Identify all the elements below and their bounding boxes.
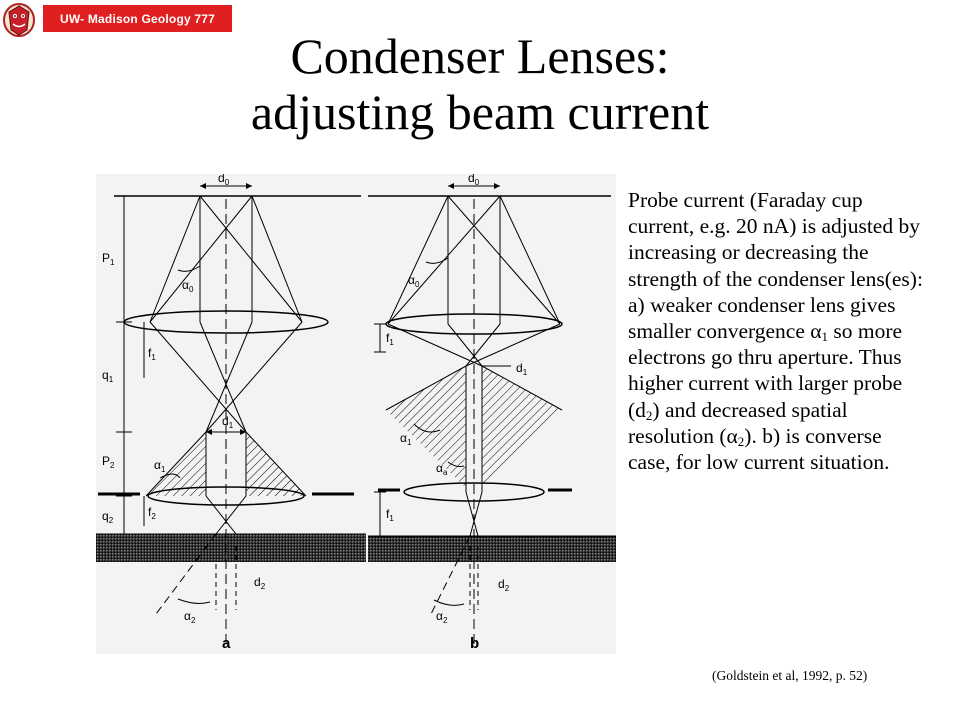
specimen-a (96, 534, 366, 562)
label-d1-b: $d_1$ (516, 361, 528, 377)
desc-alpha-1-sub: 1 (821, 329, 829, 345)
label-alpha1-b: $\alpha_1$ (400, 431, 412, 447)
panel-label-b: b (470, 635, 480, 652)
label-p1-a: $P_1$ (102, 251, 115, 267)
citation: (Goldstein et al, 1992, p. 52) (712, 668, 868, 683)
label-alpha-a-b: $\alpha_a$ (436, 461, 448, 477)
label-d0-a: $d_0$ (218, 174, 230, 187)
specimen-b (368, 536, 616, 562)
label-alpha0-b: $\alpha_0$ (408, 273, 420, 289)
label-f1-b: $f_1$ (386, 331, 394, 347)
label-alpha2-b: $\alpha_2$ (436, 609, 448, 625)
desc-part-1: Probe current (Faraday cup current, e.g. 20 nA) is adjusted by increasing or decreasing the strength of the condenser lens(es): a) weaker condenser lens gives smaller convergence (628, 188, 923, 344)
label-d0-b: $d_0$ (468, 174, 480, 187)
course-badge: UW- Madison Geology 777 (43, 5, 232, 32)
desc-part-4: ). b) is converse case, for low current situation. (628, 423, 890, 475)
label-f2-a: $f_2$ (148, 505, 156, 521)
label-alpha2-a: $\alpha_2$ (184, 609, 196, 625)
label-q2-a: $q_2$ (102, 509, 114, 525)
desc-alpha-2-sub: 2 (737, 433, 745, 449)
label-alpha0-a: $\alpha_0$ (182, 278, 194, 294)
label-f1-lower-b: $f_1$ (386, 507, 394, 523)
desc-alpha-1: α (810, 319, 822, 344)
desc-d2-sub: 2 (645, 407, 653, 423)
label-q1-a: $q_1$ (102, 368, 114, 384)
desc-part-3: ) and decreased spatial resolution ( (628, 397, 848, 448)
label-d1-a: $d_1$ (222, 414, 234, 430)
label-d2-b: $d_2$ (498, 577, 510, 593)
desc-part-2: so more electrons go thru aperture. Thus higher current with larger probe (d (628, 319, 903, 422)
description-text (628, 187, 928, 475)
label-d2-a: $d_2$ (254, 575, 266, 591)
label-p2-a: $P_2$ (102, 454, 115, 470)
label-f1-a: $f_1$ (148, 346, 156, 362)
condenser-lens-diagram (96, 174, 616, 654)
title-line-1: Condenser Lenses: (290, 28, 670, 84)
desc-alpha-2: α (726, 423, 738, 448)
label-alpha1-a: $\alpha_1$ (154, 458, 166, 474)
slide-title (120, 28, 840, 140)
panel-label-a: a (222, 635, 231, 652)
title-line-2: adjusting beam current (250, 84, 710, 140)
uw-badger-logo (0, 0, 38, 40)
